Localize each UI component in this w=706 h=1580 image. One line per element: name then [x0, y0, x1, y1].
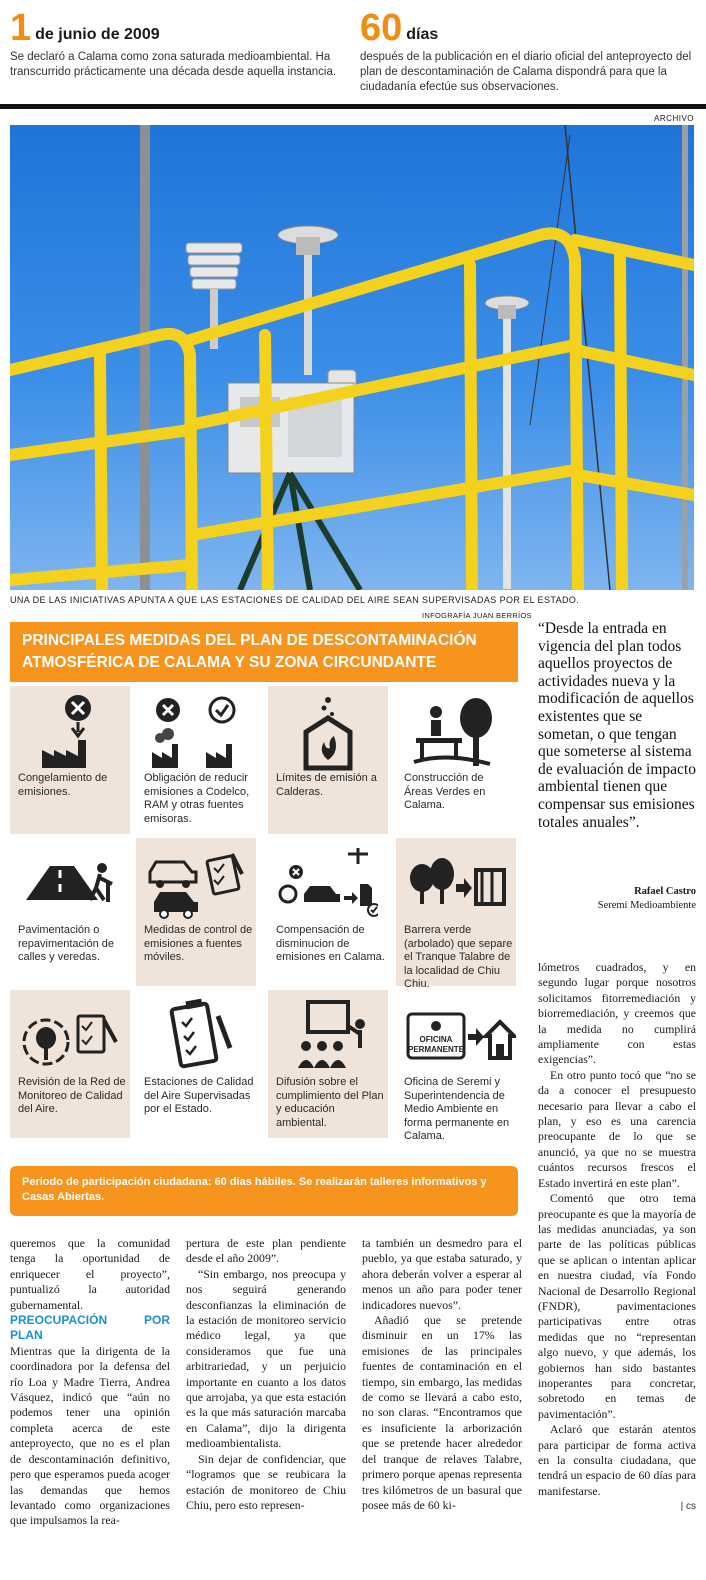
- measure-label: Compensación de disminucion de emisiones en Calama.: [276, 924, 385, 963]
- article-paragraph: ta también un desmedro para el pueblo, ya que estaba saturado, y ahora deberán volver a esperar al menos un año para poder tener indicadores nuevos”.: [362, 1236, 522, 1312]
- network-review-icon: [20, 996, 120, 1076]
- boiler-icon: [278, 692, 378, 772]
- infographic-title-line2: ATMOSFÉRICA DE CALAMA Y SU ZONA CIRCUNDANTE: [22, 654, 437, 671]
- measure-item: [268, 990, 388, 1138]
- car-offset-icon: [278, 844, 378, 924]
- article-paragraph: “Sin embargo, nos preocupa y nos seguirá generando desconfianzas la eliminación de la estación de monitoreo servicio médico legal, ya que consideramos que fue una arbitrariedad, y un perjuicio importante en cuanto a los datos que arrojaba, ya que esta estación es la que más saturación marcaba en Calama”, dijo la dirigenta medioambientalista.: [186, 1266, 346, 1451]
- measure-item: [10, 990, 130, 1138]
- infographic-credit: INFOGRAFÍA JUAN BERRÍOS: [422, 611, 532, 620]
- fact-date-heading: de junio de 2009: [35, 26, 160, 43]
- infographic-title: [10, 622, 518, 682]
- measure-item: [136, 686, 256, 834]
- article-column-4: [538, 960, 696, 1515]
- measure-item: [396, 838, 516, 990]
- article-paragraph: queremos que la comunidad tenga la oportunidad de enriquecer el proyecto”, puntualizó la autoridad gubernamental.: [10, 1236, 170, 1312]
- measure-item: [136, 838, 256, 986]
- office-sign-line2: PERMANENTE: [407, 1045, 465, 1054]
- article-paragraph: En otro punto tocó que “no se da a conocer el presupuesto necesario para llevar a cabo el plan, y eso es una carencia preocupante de lo que se anunció, ya que no se muestra cuántos recursos frescos el Estado invertirá en este plan”.: [538, 1067, 696, 1190]
- measure-label: Pavimentación o repavimentación de calles y veredas.: [18, 924, 115, 963]
- quote-attribution: [598, 885, 696, 913]
- article-paragraph: Añadió que se pretende disminuir en un 17% las emisiones de las principales fuentes de contaminación en el tiempo, sin embargo, las medidas de como se llevará a cabo esto, no son claras. “Encontramos que es insuficiente la arborización que se pretende hacer alrededor del tranque de relaves Talabre, primero porque apenas representa tres kilómetros de un basural que posee más de 60 ki-: [362, 1313, 522, 1512]
- article-paragraph: pertura de este plan pendiente desde el año 2009”.: [186, 1236, 346, 1266]
- infographic-title-line1: PRINCIPALES MEDIDAS DEL PLAN DE DESCONTAMINACIÓN: [22, 632, 477, 649]
- presentation-icon: [278, 996, 378, 1076]
- station-photo-illustration: [10, 125, 694, 590]
- article-column-2: [186, 1236, 346, 1513]
- participation-banner: Periodo de participación ciudadana: 60 días hábiles. Se realizarán talleres informativos y Casas Abiertas.: [10, 1166, 518, 1216]
- article-end-mark: | cs: [680, 1501, 696, 1513]
- measure-label: Revisión de la Red de Monitoreo de Calidad del Aire.: [18, 1076, 126, 1115]
- measure-item: [10, 686, 130, 834]
- infographic: [10, 622, 518, 1220]
- measure-item: [268, 686, 388, 834]
- factory-block-icon: [20, 692, 120, 772]
- measure-label: Congelamiento de emisiones.: [18, 772, 108, 798]
- car-checklist-icon: [146, 844, 246, 924]
- office-sign-line1: OFICINA: [419, 1035, 453, 1044]
- article-paragraph: lómetros cuadrados, y en segundo lugar porque nosotros solicitamos fitorremediación y biorremediación, y creemos que la medida no cumplirá ampliamente con estas exigencias”.: [538, 960, 696, 1067]
- measure-label: Obligación de reducir emisiones a Codelco, RAM y otras fuentes emisoras.: [144, 772, 250, 825]
- office-house-icon: [406, 996, 516, 1076]
- station-photo: [10, 125, 694, 590]
- tree-barrier-icon: [406, 844, 506, 924]
- measure-item: [396, 686, 516, 834]
- measure-item: [136, 990, 256, 1138]
- road-worker-icon: [20, 844, 120, 924]
- pull-quote: “Desde la entrada en vigencia del plan todos aquellos proyectos de actividades nueva y la modificación de aquellos existentes que se sometan, o que tengan que someterse al sistema de evaluación de impacto ambiental tienen que compensar sus emisiones totales anuales”.: [538, 620, 696, 831]
- measure-item: [396, 990, 516, 1142]
- measure-item: [10, 838, 130, 986]
- clipboard-check-icon: [146, 996, 246, 1076]
- photo-credit: ARCHIVO: [654, 114, 694, 123]
- fact-date: [10, 8, 350, 80]
- measure-label: Barrera verde (arbolado) que separe el Tranque Talabre de la localidad de Chiu Chiu.: [404, 924, 513, 990]
- photo-caption: UNA DE LAS INICIATIVAS APUNTA A QUE LAS ESTACIONES DE CALIDAD DEL AIRE SEAN SUPERVISADAS POR EL ESTADO.: [10, 595, 580, 605]
- measure-item: [268, 838, 388, 986]
- fact-days-text: después de la publicación en el diario oficial del anteproyecto del plan de descontaminación de Calama dispondrá para que la ciudadanía efectúe sus observaciones.: [360, 51, 692, 93]
- factory-compare-icon: [146, 692, 246, 772]
- top-divider: [0, 104, 706, 109]
- measure-label: Medidas de control de emisiones a fuentes móviles.: [144, 924, 253, 963]
- article-column-1: [10, 1236, 170, 1529]
- park-bench-icon: [406, 692, 506, 772]
- quote-author-role: Seremi Medioambiente: [597, 900, 696, 911]
- article-subhead: PREOCUPACIÓN POR PLAN: [10, 1313, 170, 1343]
- fact-date-number: 1: [10, 7, 32, 49]
- article-paragraph: Mientras que la dirigenta de la coordinadora por la defensa del río Loa y Madre Tierra, Andrea Vásquez, indicó que “aún no podemos tener una opinión completa acerca de este anteproyecto, que no es el plan de descontaminación definitivo, pero que esperamos pueda acoger las demandas que hemos levantado como organizaciones que impulsamos la rea-: [10, 1343, 170, 1528]
- article-paragraph: Sin dejar de confidenciar, que “logramos que se reubicara la estación de monitoreo de Chiu Chiu, pero esto represen-: [186, 1451, 346, 1512]
- article-paragraph: Comentó que otro tema preocupante es que la mayoría de las medidas anunciadas, ya son parte de las políticas públicas que se aplican o intentan aplicar en nuestra ciudad, vía Fondo Nacional de Desarrollo Regional (FNDR), pavimentaciones participativas entre otras medidas que no “representan algo nuevo, y que además, los gobiernos han sido bastantes inoperantes para concretar, sobretodo en temas de pavimentación”.: [538, 1191, 696, 1421]
- fact-days-heading: días: [406, 26, 439, 43]
- article-column-3: [362, 1236, 522, 1513]
- article-paragraph: Aclaró que estarán atentos para participar de forma activa en la consulta ciudadana, que tendrá un espacio de 60 días para manifestarse.: [538, 1422, 696, 1498]
- fact-date-text: Se declaró a Calama como zona saturada medioambiental. Ha transcurrido prácticamente una década desde aquella instancia.: [10, 51, 337, 78]
- fact-days: [360, 8, 700, 95]
- measure-label: Límites de emisión a Calderas.: [276, 772, 377, 798]
- measure-label: Estaciones de Calidad del Aire Supervisadas por el Estado.: [144, 1076, 254, 1115]
- quote-author-name: Rafael Castro: [634, 886, 696, 897]
- measure-label: Construcción de Áreas Verdes en Calama.: [404, 772, 486, 811]
- fact-days-number: 60: [360, 7, 403, 49]
- measure-label: Difusión sobre el cumplimiento del Plan y educación ambiental.: [276, 1076, 384, 1129]
- measure-label: Oficina de Seremi y Superintendencia de Medio Ambiente en forma permanente en Calama.: [404, 1076, 510, 1142]
